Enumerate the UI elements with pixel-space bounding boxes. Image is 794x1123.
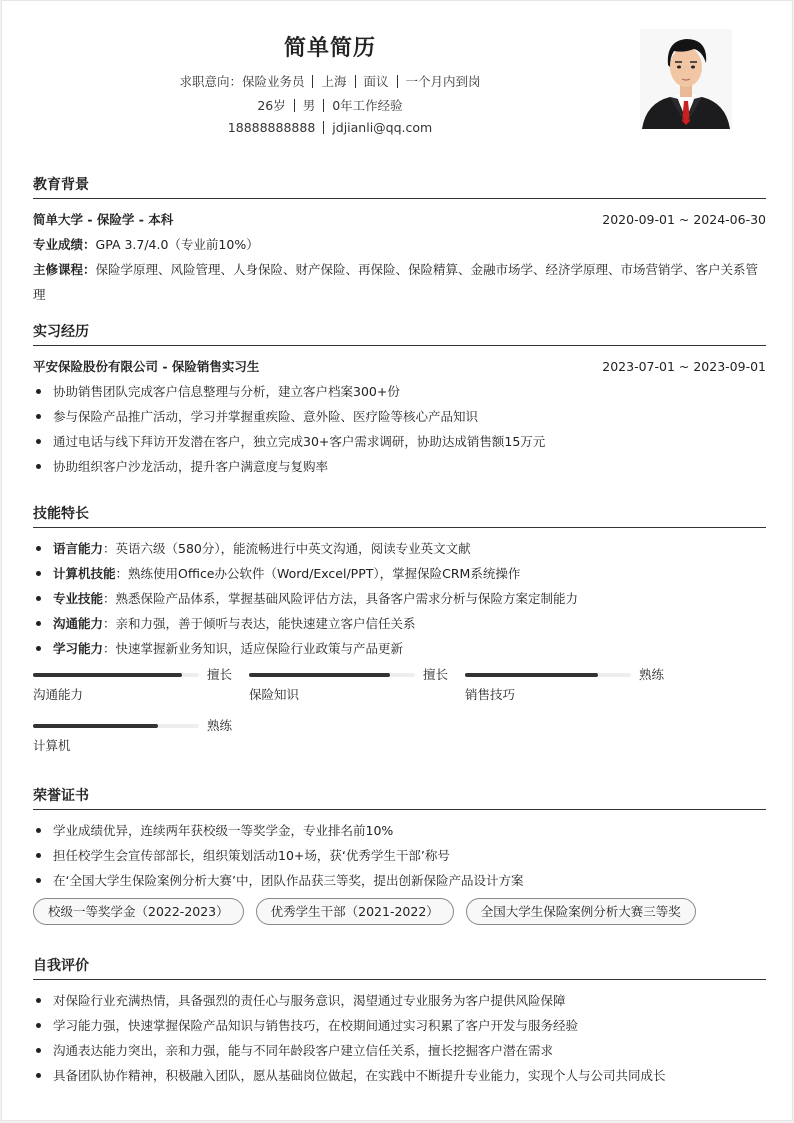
divider <box>397 75 398 88</box>
email: jdjianli@qq.com <box>332 120 433 135</box>
list-item: 协助销售团队完成客户信息整理与分析，建立客户档案300+份 <box>33 379 766 404</box>
progress-fill <box>33 724 158 728</box>
section-divider <box>33 345 766 346</box>
list-item: 沟通表达能力突出，亲和力强，能与不同年龄段客户建立信任关系，擅长挖掘客户潜在需求 <box>33 1038 766 1063</box>
progress-fill <box>465 673 598 677</box>
skill-bar-item <box>33 665 249 705</box>
education-section <box>33 174 766 307</box>
list-item: 学习能力强，快速掌握保险产品知识与销售技巧，在校期间通过实习积累了客户开发与服务经验 <box>33 1013 766 1038</box>
age: 26岁 <box>257 98 286 113</box>
courses-value: 保险学原理、风险管理、人身保险、财产保险、再保险、保险精算、金融市场学、经济学原理、市场营销学、客户关系管理 <box>33 262 759 302</box>
personal-line <box>2 96 658 114</box>
section-divider <box>33 527 766 528</box>
progress-fill <box>33 673 182 677</box>
internship-section <box>33 321 766 479</box>
phone: 18888888888 <box>227 120 316 135</box>
progress-track <box>33 724 199 728</box>
skill-label: 计算机技能 <box>53 566 116 581</box>
skill-text: ：亲和力强，善于倾听与表达，能快速建立客户信任关系 <box>103 616 416 631</box>
skills-list <box>33 536 766 661</box>
gender: 男 <box>302 98 316 113</box>
list-item: 对保险行业充满热情，具备强烈的责任心与服务意识，渴望通过专业服务为客户提供风险保障 <box>33 988 766 1013</box>
skill-bars <box>33 665 766 765</box>
skill-bar-item <box>249 665 465 705</box>
education-date: 2020-09-01 ~ 2024-06-30 <box>602 212 766 227</box>
honor-tag: 优秀学生干部（2021-2022） <box>256 898 454 925</box>
job-intent-line <box>2 72 658 90</box>
divider <box>323 99 324 112</box>
experience-years: 0年工作经验 <box>332 98 403 113</box>
location: 上海 <box>321 74 347 89</box>
progress-track <box>465 673 631 677</box>
section-divider <box>33 979 766 980</box>
skill-text: ：熟练使用Office办公软件（Word/Excel/PPT），掌握保险CRM系统操作 <box>115 566 521 581</box>
gpa-row <box>33 232 766 257</box>
resume-title: 简单简历 <box>283 36 376 61</box>
list-item: 在‘全国大学生保险案例分析大赛’中，团队作品获三等奖，提出创新保险产品设计方案 <box>33 868 766 893</box>
list-item: 担任校学生会宣传部部长，组织策划活动10+场，获‘优秀学生干部’称号 <box>33 843 766 868</box>
skill-text: ：快速掌握新业务知识，适应保险行业政策与产品更新 <box>103 641 404 656</box>
skill-text: ：熟悉保险产品体系，掌握基础风险评估方法，具备客户需求分析与保险方案定制能力 <box>103 591 579 606</box>
section-divider <box>33 809 766 810</box>
skill-bar-item <box>465 665 681 705</box>
education-entry <box>33 207 766 232</box>
section-title: 荣誉证书 <box>33 788 89 804</box>
skill-level: 擅长 <box>423 667 449 682</box>
divider <box>323 121 324 134</box>
gpa-label: 专业成绩： <box>33 237 96 252</box>
section-title: 实习经历 <box>33 324 89 340</box>
honors-list <box>33 818 766 893</box>
skill-level: 熟练 <box>639 667 665 682</box>
progress-track <box>33 673 199 677</box>
list-item <box>33 611 766 636</box>
honor-tag: 全国大学生保险案例分析大赛三等奖 <box>466 898 696 925</box>
skill-name: 沟通能力 <box>33 687 84 702</box>
list-item <box>33 561 766 586</box>
skill-label: 沟通能力 <box>53 616 104 631</box>
skill-label: 语言能力 <box>53 541 104 556</box>
honor-tags <box>33 898 766 925</box>
section-title: 自我评价 <box>33 958 89 974</box>
contact-line <box>2 120 658 135</box>
skill-name: 保险知识 <box>249 687 300 702</box>
skill-name: 销售技巧 <box>465 687 516 702</box>
list-item <box>33 586 766 611</box>
courses-row <box>33 257 766 307</box>
list-item: 学业成绩优异，连续两年获校级一等奖学金，专业排名前10% <box>33 818 766 843</box>
skill-label: 专业技能 <box>53 591 104 606</box>
avatar <box>640 29 732 129</box>
gpa-value: GPA 3.7/4.0（专业前10%） <box>95 237 259 252</box>
self-evaluation-section <box>33 955 766 1088</box>
self-evaluation-list <box>33 988 766 1088</box>
list-item: 通过电话与线下拜访开发潜在客户，独立完成30+客户需求调研，协助达成销售额15万元 <box>33 429 766 454</box>
internship-entry <box>33 354 766 379</box>
progress-track <box>249 673 415 677</box>
skill-level: 擅长 <box>207 667 233 682</box>
list-item <box>33 636 766 661</box>
section-title: 教育背景 <box>33 177 89 193</box>
skill-name: 计算机 <box>33 738 71 753</box>
honors-section <box>33 785 766 925</box>
skill-text: ：英语六级（580分），能流畅进行中英文沟通，阅读专业英文文献 <box>103 541 471 556</box>
salary: 面议 <box>363 74 389 89</box>
list-item: 参与保险产品推广活动，学习并掌握重疾险、意外险、医疗险等核心产品知识 <box>33 404 766 429</box>
internship-date: 2023-07-01 ~ 2023-09-01 <box>602 359 766 374</box>
honor-tag: 校级一等奖学金（2022-2023） <box>33 898 244 925</box>
availability: 一个月内到岗 <box>405 74 481 89</box>
list-item: 具备团队协作精神，积极融入团队，愿从基础岗位做起，在实践中不断提升专业能力，实现个人与公司共同成长 <box>33 1063 766 1088</box>
list-item: 协助组织客户沙龙活动，提升客户满意度与复购率 <box>33 454 766 479</box>
skill-bar-item <box>33 716 249 756</box>
skills-section <box>33 503 766 765</box>
internship-list <box>33 379 766 479</box>
divider <box>312 75 313 88</box>
courses-label: 主修课程： <box>33 262 96 277</box>
skill-level: 熟练 <box>207 718 233 733</box>
company-role: 平安保险股份有限公司 - 保险销售实习生 <box>33 359 260 374</box>
divider <box>355 75 356 88</box>
school-degree: 简单大学 - 保险学 - 本科 <box>33 212 174 227</box>
progress-fill <box>249 673 390 677</box>
resume-page <box>1 0 793 1121</box>
resume-header <box>2 1 792 151</box>
divider <box>294 99 295 112</box>
list-item <box>33 536 766 561</box>
section-title: 技能特长 <box>33 506 89 522</box>
section-divider <box>33 198 766 199</box>
skill-label: 学习能力 <box>53 641 104 656</box>
job-intent: 求职意向：保险业务员 <box>179 74 305 89</box>
